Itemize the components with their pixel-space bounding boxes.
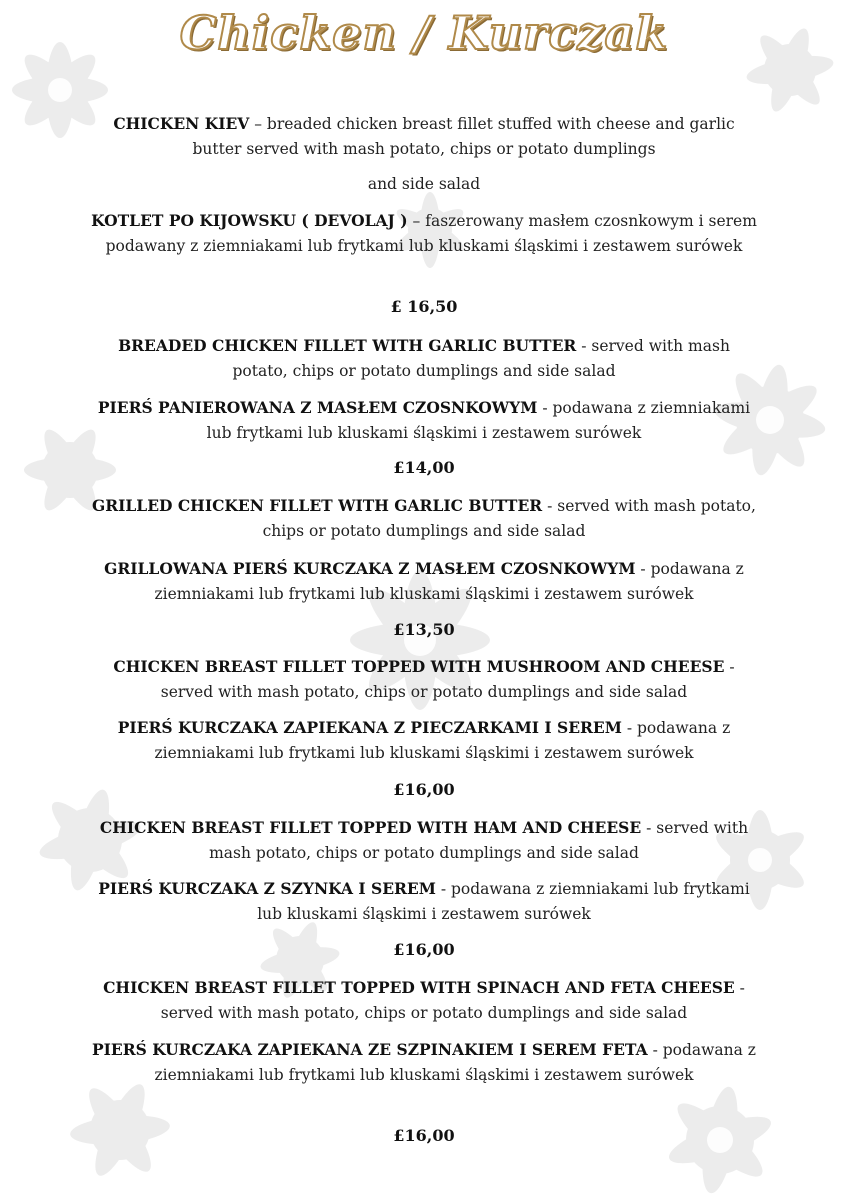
menu-item-pl bbox=[90, 715, 758, 766]
menu-item-pl bbox=[90, 208, 758, 259]
separator: - bbox=[621, 719, 637, 737]
dish-name-en: CHICKEN BREAST FILLET TOPPED WITH SPINACH AND FETA CHEESE bbox=[103, 978, 735, 997]
dish-name-pl: GRILLOWANA PIERŚ KURCZAKA Z MASŁEM CZOSNKOWYM bbox=[104, 559, 636, 578]
separator: - bbox=[647, 1041, 663, 1059]
dish-price: £16,00 bbox=[393, 1126, 455, 1145]
separator: – bbox=[407, 212, 426, 230]
dish-description-en: served with mash potato, chips or potato dumplings and side salad bbox=[232, 337, 730, 380]
menu-item-en bbox=[90, 975, 758, 1026]
menu-item-pl bbox=[90, 395, 758, 446]
menu-item-pl bbox=[90, 876, 758, 927]
dish-name-pl: PIERŚ KURCZAKA ZAPIEKANA Z PIECZARKAMI I SEREM bbox=[117, 718, 622, 737]
menu-item-en bbox=[90, 815, 758, 866]
dish-description-en: breaded chicken breast fillet stuffed with cheese and garlic butter served with mash potato, chips or potato dumplings bbox=[192, 115, 735, 158]
dish-price: £ 16,50 bbox=[390, 297, 458, 316]
page-title: Chicken / Kurczak bbox=[179, 6, 669, 60]
dish-description-pl: podawana z ziemniakami lub frytkami lub kluskami śląskimi i zestawem surówek bbox=[154, 560, 744, 603]
separator: - bbox=[435, 880, 451, 898]
dish-price: £13,50 bbox=[393, 620, 455, 639]
menu-item-en-extra bbox=[90, 172, 758, 197]
dish-price: £14,00 bbox=[393, 458, 455, 477]
separator: – bbox=[249, 115, 267, 133]
separator: - bbox=[635, 560, 651, 578]
menu-item-pl bbox=[90, 556, 758, 607]
dish-description-en: served with mash potato, chips or potato dumplings and side salad bbox=[160, 683, 688, 701]
dish-name-en: GRILLED CHICKEN FILLET WITH GARLIC BUTTER bbox=[92, 496, 543, 515]
dish-description-en: served with mash potato, chips or potato dumplings and side salad bbox=[160, 1004, 688, 1022]
separator: - bbox=[537, 399, 553, 417]
dish-price: £16,00 bbox=[393, 780, 455, 799]
dish-description-en-extra: and side salad bbox=[367, 175, 481, 193]
separator: - bbox=[542, 497, 558, 515]
dish-description-en: served with mash potato, chips or potato dumplings and side salad bbox=[209, 819, 749, 862]
dish-description-pl: podawana z ziemniakami lub frytkami lub kluskami śląskimi i zestawem surówek bbox=[206, 399, 751, 442]
separator: - bbox=[734, 979, 745, 997]
dish-name-en: CHICKEN BREAST FILLET TOPPED WITH HAM AND CHEESE bbox=[99, 818, 642, 837]
dish-name-en: CHICKEN KIEV bbox=[113, 114, 250, 133]
menu-item-pl bbox=[90, 1037, 758, 1088]
dish-name-pl: PIERŚ KURCZAKA Z SZYNKA I SEREM bbox=[98, 879, 436, 898]
dish-description-pl: podawana z ziemniakami lub frytkami lub kluskami śląskimi i zestawem surówek bbox=[154, 1041, 756, 1084]
dish-description-pl: podawana z ziemniakami lub frytkami lub kluskami śląskimi i zestawem surówek bbox=[154, 719, 731, 762]
menu-item-en bbox=[90, 493, 758, 544]
dish-name-en: CHICKEN BREAST FILLET TOPPED WITH MUSHROOM AND CHEESE bbox=[113, 657, 725, 676]
menu-item-en bbox=[90, 654, 758, 705]
dish-name-en: BREADED CHICKEN FILLET WITH GARLIC BUTTER bbox=[118, 336, 577, 355]
dish-name-pl: KOTLET PO KIJOWSKU ( DEVOLAJ ) bbox=[91, 211, 408, 230]
separator: - bbox=[576, 337, 592, 355]
dish-name-pl: PIERŚ KURCZAKA ZAPIEKANA ZE SZPINAKIEM I SEREM FETA bbox=[92, 1040, 648, 1059]
dish-price: £16,00 bbox=[393, 940, 455, 959]
menu-item-en bbox=[90, 111, 758, 162]
dish-description-pl: faszerowany masłem czosnkowym i serem podawany z ziemniakami lub frytkami lub kluskami śląskimi i zestawem surówek bbox=[105, 212, 757, 255]
separator: - bbox=[724, 658, 735, 676]
separator: - bbox=[641, 819, 657, 837]
dish-name-pl: PIERŚ PANIEROWANA Z MASŁEM CZOSNKOWYM bbox=[97, 398, 538, 417]
dish-description-pl: podawana z ziemniakami lub frytkami lub kluskami śląskimi i zestawem surówek bbox=[257, 880, 750, 923]
dish-description-en: served with mash potato, chips or potato dumplings and side salad bbox=[262, 497, 756, 540]
menu-item-en bbox=[90, 333, 758, 384]
